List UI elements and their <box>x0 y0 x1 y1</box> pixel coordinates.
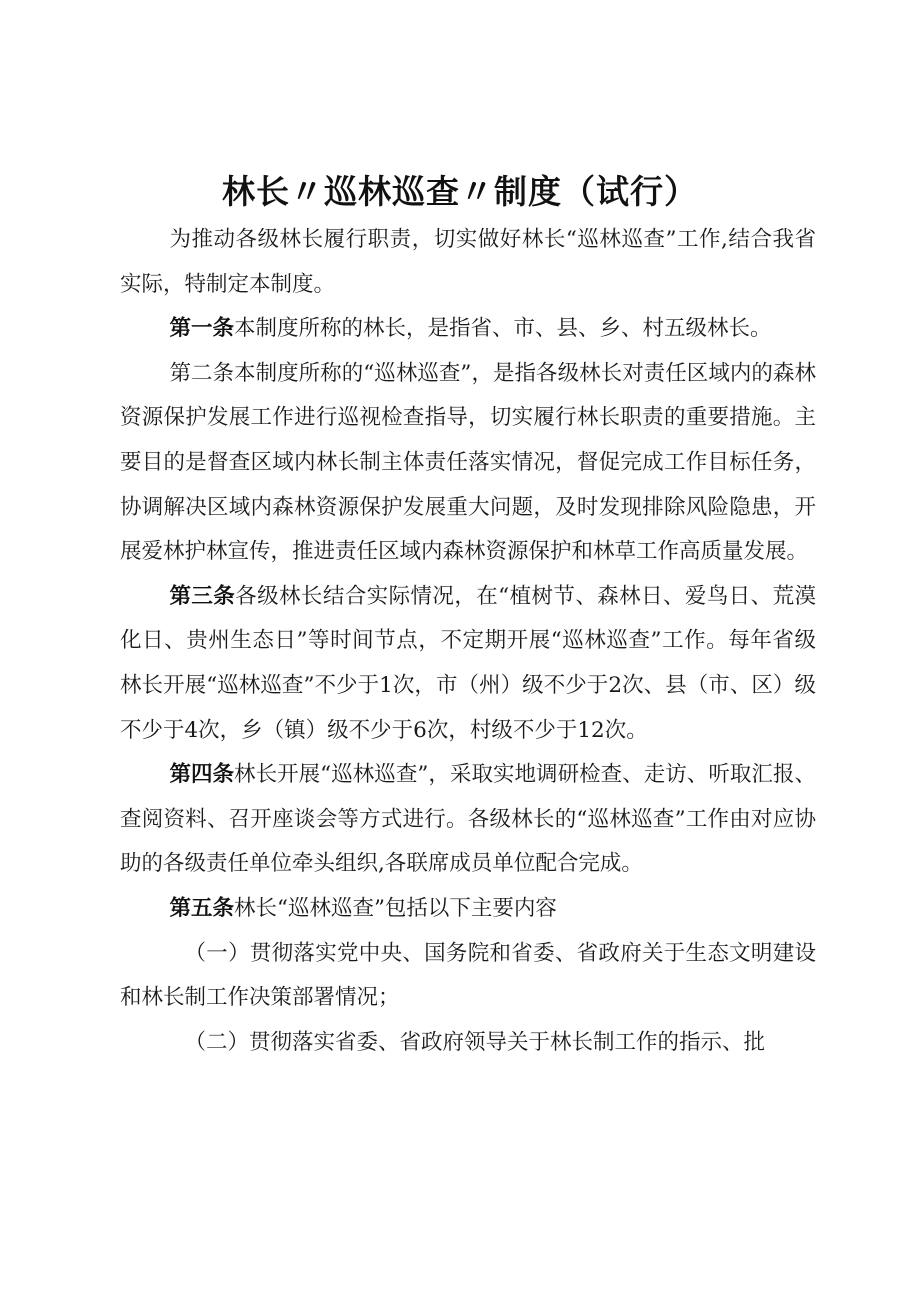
article-heading: 第五条 <box>169 895 234 921</box>
article-heading: 第一条 <box>169 316 234 342</box>
paragraph-text: 林长“巡林巡查”包括以下主要内容 <box>233 895 557 921</box>
paragraph-text: （二）贯彻落实省委、省政府领导关于林长制工作的指示、批 <box>184 1029 766 1055</box>
paragraph-article-3 <box>120 575 816 753</box>
paragraph-item-1 <box>120 932 816 1021</box>
paragraph-text: 林长开展“巡林巡查”，采取实地调研检查、走访、听取汇报、查阅资料、召开座谈会等方式进行。各级林长的“巡林巡查”工作由对应协助的各级责任单位牵头组织,各联席成员单位配合完成。 <box>120 762 816 877</box>
paragraph-item-2 <box>120 1021 816 1066</box>
paragraph-text: （一）贯彻落实党中央、国务院和省委、省政府关于生态文明建设和林长制工作决策部署情况； <box>120 940 816 1011</box>
paragraph-text: 本制度所称的林长，是指省、市、县、乡、村五级林长。 <box>233 316 772 342</box>
article-heading: 第四条 <box>169 762 235 788</box>
paragraph-intro <box>120 218 816 307</box>
document-title: 林长〃巡林巡查〃制度（试行） <box>222 172 698 211</box>
article-heading: 第三条 <box>169 583 236 609</box>
paragraph-article-2 <box>120 352 816 575</box>
document-body <box>120 218 816 1065</box>
paragraph-text: 第二条本制度所称的“巡林巡查”，是指各级林长对责任区域内的森林资源保护发展工作进行巡视检查指导，切实履行林长职责的重要措施。主要目的是督查区域内林长制主体责任落实情况，督促完成工作目标任务，协调解决区域内森林资源保护发展重大问题，及时发现排除风险隐患，开展爱林护林宣传，推进责任区域内森林资源保护和林草工作高质量发展。 <box>120 360 816 565</box>
paragraph-text: 各级林长结合实际情况，在“植树节、森林日、爱鸟日、荒漠化日、贵州生态日”等时间节点，不定期开展“巡林巡查”工作。每年省级林长开展“巡林巡查”不少于1次，市（州）级不少于2次、县（市、区）级不少于4次，乡（镇）级不少于6次，村级不少于12次。 <box>120 583 816 743</box>
paragraph-article-4 <box>120 753 816 887</box>
paragraph-text: 为推动各级林长履行职责，切实做好林长“巡林巡查”工作,结合我省实际，特制定本制度。 <box>120 227 816 297</box>
paragraph-article-5 <box>120 887 816 932</box>
paragraph-article-1 <box>120 307 816 352</box>
